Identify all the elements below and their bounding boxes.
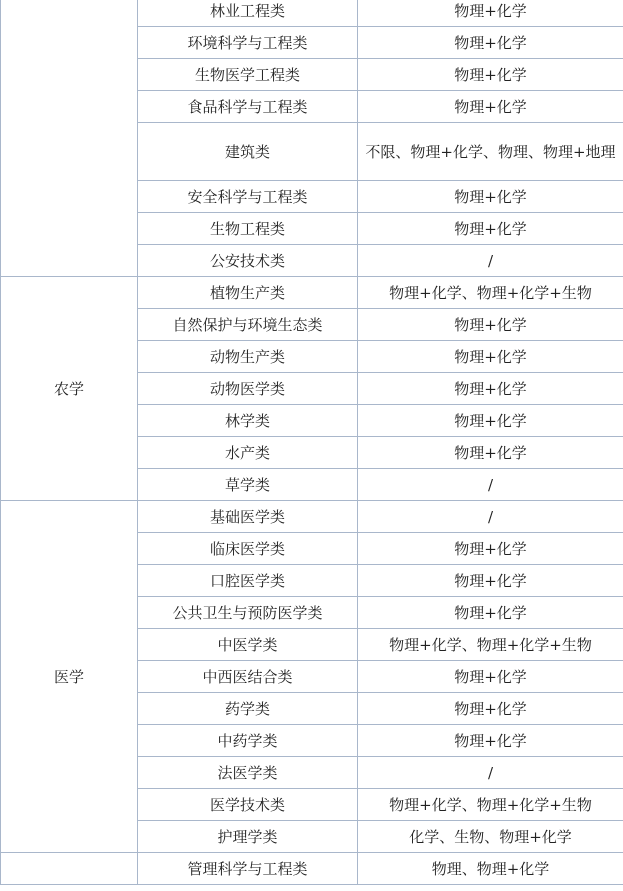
major-cell: 公安技术类 xyxy=(138,245,358,277)
table-row xyxy=(1,853,623,885)
major-cell: 植物生产类 xyxy=(138,277,358,309)
category-cell xyxy=(1,0,138,277)
subjects-cell: 物理+化学 xyxy=(358,0,623,27)
table-row xyxy=(1,277,623,309)
major-cell: 法医学类 xyxy=(138,757,358,789)
major-cell: 食品科学与工程类 xyxy=(138,91,358,123)
major-cell: 水产类 xyxy=(138,437,358,469)
major-cell: 自然保护与环境生态类 xyxy=(138,309,358,341)
major-cell: 建筑类 xyxy=(138,123,358,181)
subjects-cell: 化学、生物、物理+化学 xyxy=(358,821,623,853)
subjects-cell: 物理+化学、物理+化学+生物 xyxy=(358,629,623,661)
table-body xyxy=(1,0,623,885)
category-cell: 医学 xyxy=(1,501,138,853)
major-cell: 生物医学工程类 xyxy=(138,59,358,91)
major-cell: 药学类 xyxy=(138,693,358,725)
table-row xyxy=(1,0,623,27)
subjects-cell: 物理+化学 xyxy=(358,693,623,725)
major-cell: 环境科学与工程类 xyxy=(138,27,358,59)
category-cell xyxy=(1,853,138,885)
subjects-cell: / xyxy=(358,757,623,789)
major-cell: 林学类 xyxy=(138,405,358,437)
major-cell: 动物生产类 xyxy=(138,341,358,373)
subjects-cell: 物理+化学 xyxy=(358,405,623,437)
subjects-cell: 物理+化学 xyxy=(358,437,623,469)
major-cell: 公共卫生与预防医学类 xyxy=(138,597,358,629)
major-cell: 管理科学与工程类 xyxy=(138,853,358,885)
subjects-cell: 物理+化学 xyxy=(358,725,623,757)
subjects-cell: 物理+化学 xyxy=(358,597,623,629)
major-cell: 中医学类 xyxy=(138,629,358,661)
subjects-cell: 物理+化学 xyxy=(358,213,623,245)
table-row xyxy=(1,501,623,533)
subjects-cell: 物理+化学 xyxy=(358,309,623,341)
major-cell: 医学技术类 xyxy=(138,789,358,821)
major-cell: 口腔医学类 xyxy=(138,565,358,597)
major-cell: 中药学类 xyxy=(138,725,358,757)
category-cell: 农学 xyxy=(1,277,138,501)
subjects-cell: / xyxy=(358,469,623,501)
subjects-cell: 物理+化学 xyxy=(358,91,623,123)
subjects-cell: 不限、物理+化学、物理、物理+地理 xyxy=(358,123,623,181)
major-cell: 草学类 xyxy=(138,469,358,501)
subjects-cell: 物理+化学 xyxy=(358,373,623,405)
subjects-cell: 物理+化学、物理+化学+生物 xyxy=(358,277,623,309)
major-cell: 基础医学类 xyxy=(138,501,358,533)
subjects-cell: 物理+化学、物理+化学+生物 xyxy=(358,789,623,821)
major-cell: 中西医结合类 xyxy=(138,661,358,693)
subjects-cell: 物理、物理+化学 xyxy=(358,853,623,885)
subjects-cell: 物理+化学 xyxy=(358,565,623,597)
major-cell: 动物医学类 xyxy=(138,373,358,405)
major-cell: 临床医学类 xyxy=(138,533,358,565)
subjects-cell: 物理+化学 xyxy=(358,661,623,693)
major-cell: 安全科学与工程类 xyxy=(138,181,358,213)
subjects-cell: 物理+化学 xyxy=(358,341,623,373)
subjects-cell: 物理+化学 xyxy=(358,27,623,59)
subjects-cell: 物理+化学 xyxy=(358,533,623,565)
subjects-cell: 物理+化学 xyxy=(358,59,623,91)
subjects-cell: / xyxy=(358,245,623,277)
major-cell: 生物工程类 xyxy=(138,213,358,245)
major-cell: 护理学类 xyxy=(138,821,358,853)
major-cell: 林业工程类 xyxy=(138,0,358,27)
subjects-cell: 物理+化学 xyxy=(358,181,623,213)
subjects-cell: / xyxy=(358,501,623,533)
